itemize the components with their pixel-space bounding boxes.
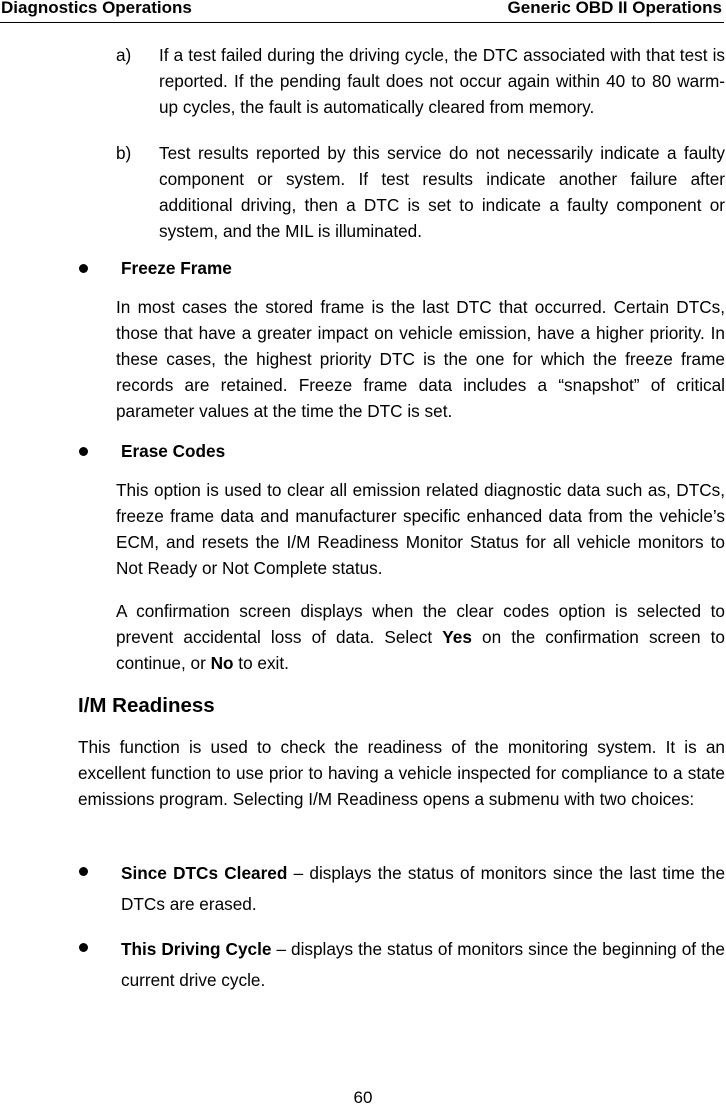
yes-option-text: Yes [442,627,472,647]
erase-codes-heading: Erase Codes [121,441,226,461]
choice-name: Since DTCs Cleared [121,863,288,883]
bullet-icon [79,867,88,876]
bullet-icon [79,264,88,273]
choice-since-dtcs-cleared [121,858,725,920]
page-header [0,0,724,23]
bullet-icon [79,447,88,456]
item-b-label: b) [116,143,132,163]
header-chapter-title: Generic OBD II Operations [507,0,722,17]
erase-codes-paragraph-2-middle: on the confirmation screen to continue, or [116,627,725,673]
im-readiness-text: This function is used to check the readiness of the monitoring system. It is an excellent function to use prior to having a vehicle inspected for compliance to a state emissions program. Selecting I/M Readiness opens a submenu with two choices: [78,737,725,809]
choice-name: This Driving Cycle [121,939,272,959]
freeze-frame-heading: Freeze Frame [121,258,232,278]
item-a-text: If a test failed during the driving cycle, the DTC associated with that test is reported. If the pending fault does not occur again within 40 to 80 warm-up cycles, the fault is automatically cleared from memory. [159,45,725,117]
header-section-title: Diagnostics Operations [1,0,192,17]
item-b-text: Test results reported by this service do not necessarily indicate a faulty component or system. If test results indicate another failure after additional driving, then a DTC is set to indicate a faulty component or system, and the MIL is illuminated. [159,143,725,241]
bullet-icon [79,943,88,952]
page-number: 60 [353,1088,373,1107]
choice-this-driving-cycle [121,934,725,996]
item-a-label: a) [116,45,132,65]
freeze-frame-text: In most cases the stored frame is the last DTC that occurred. Certain DTCs, those that have a greater impact on vehicle emission, have a higher priority. In these cases, the highest priority DTC is the one for which the freeze frame records are retained. Freeze frame data includes a “snapshot” of critical parameter values at the time the DTC is set. [116,297,725,421]
choice-description: – displays the status of monitors since the last time the DTCs are erased. [121,863,726,914]
erase-codes-paragraph-2-end: to exit. [233,653,289,673]
erase-codes-paragraph-1: This option is used to clear all emission related diagnostic data such as, DTCs, freeze frame data and manufacturer specific enhanced data from the vehicle’s ECM, and resets the I/M Readiness Monitor Status for all vehicle monitors to Not Ready or Not Complete status. [116,480,725,578]
erase-codes-paragraph-2 [116,598,725,676]
no-option-text: No [210,653,234,673]
choice-description: – displays the status of monitors since the beginning of the current drive cycle. [121,939,725,990]
im-readiness-heading: I/M Readiness [78,694,215,717]
erase-codes-paragraph-2-start: A confirmation screen displays when the clear codes option is selected to prevent accidental loss of data. Select [116,601,725,647]
